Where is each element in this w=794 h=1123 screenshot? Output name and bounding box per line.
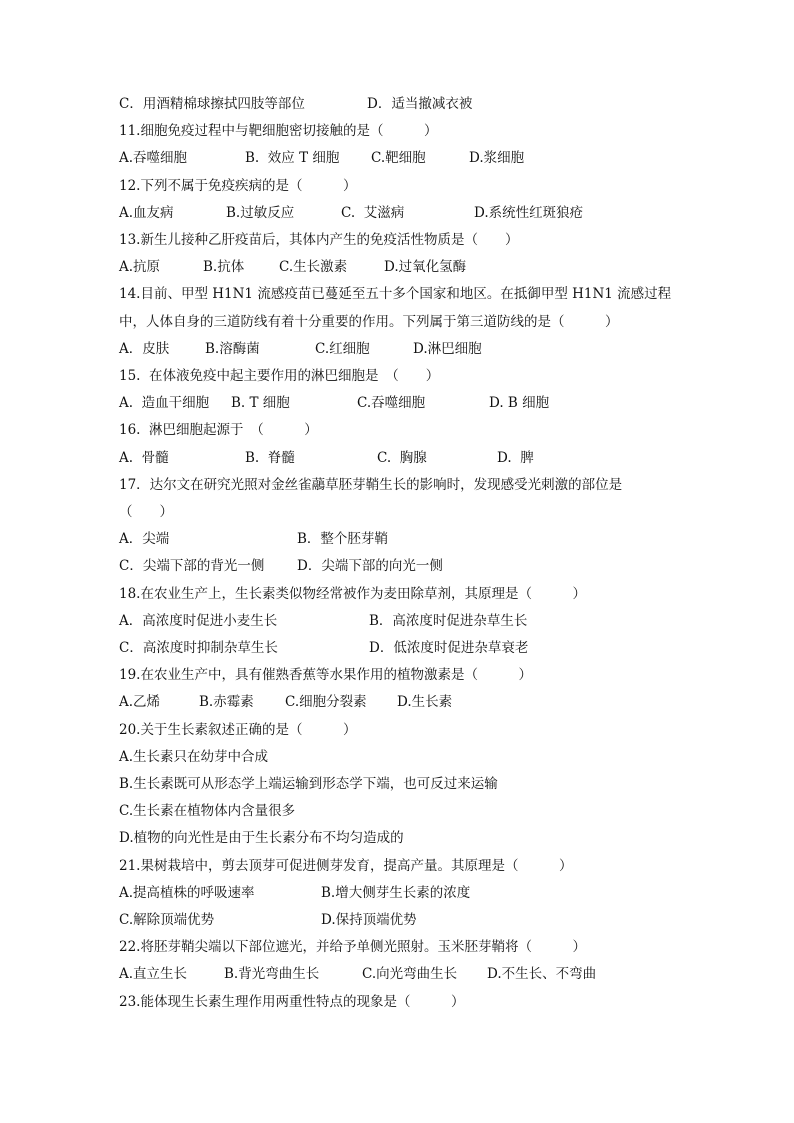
answer-option: B. 效应 T 细胞 [245, 150, 340, 167]
answer-option: C.红细胞 [315, 340, 370, 357]
answer-option: C．用酒精棉球擦拭四肢等部位 [119, 96, 305, 112]
answer-option: A.乙烯 [119, 694, 161, 711]
answer-option: D.过氧化氢酶 [384, 259, 467, 276]
answer-option: C.吞噬细胞 [357, 395, 426, 412]
answer-option: C.向光弯曲生长 [362, 966, 458, 983]
answer-option: C. 胸腺 [377, 449, 427, 466]
answer-option: A.吞噬细胞 [119, 150, 188, 167]
question-text-line: 11.细胞免疫过程中与靶细胞密切接触的是（ ） [119, 123, 438, 140]
answer-option: C.靶细胞 [371, 150, 426, 167]
question-text-line: D.植物的向光性是由于生长素分布不均匀造成的 [119, 830, 404, 847]
question-text-line: 13.新生儿接种乙肝疫苗后，其体内产生的免疫活性物质是（ ） [119, 232, 519, 248]
answer-option: A．皮肤 [119, 340, 170, 357]
answer-option: B.过敏反应 [226, 204, 295, 221]
answer-option: B.背光弯曲生长 [224, 966, 320, 983]
answer-option: D.生长素 [397, 694, 453, 711]
answer-option: C.细胞分裂素 [285, 694, 367, 711]
answer-option: A.直立生长 [119, 966, 188, 983]
answer-option: D．尖端下部的向光一侧 [297, 558, 443, 575]
answer-option: B.溶酶菌 [205, 340, 260, 357]
question-text-line: A.生长素只在幼芽中合成 [119, 748, 269, 765]
answer-option: A.血友病 [119, 204, 174, 221]
answer-option: D.保持顶端优势 [321, 912, 417, 928]
question-text-line: 17．达尔文在研究光照对金丝雀虉草胚芽鞘生长的影响时，发现感受光刺激的部位是 [119, 476, 623, 493]
answer-option: D.淋巴细胞 [413, 340, 482, 357]
question-text-line: 20.关于生长素叙述正确的是（ ） [119, 721, 357, 738]
question-text-line: 21.果树栽培中，剪去顶芽可促进侧芽发育，提高产量。其原理是（ ） [119, 857, 573, 874]
answer-option: A．尖端 [119, 531, 170, 548]
question-text-line: 16. 淋巴细胞起源于 （ ） [119, 422, 318, 439]
question-text-line: 12.下列不属于免疫疾病的是（ ） [119, 177, 357, 194]
answer-option: B.抗体 [203, 259, 245, 276]
answer-option: C．高浓度时抑制杂草生长 [119, 640, 278, 656]
question-text-line: 22.将胚芽鞘尖端以下部位遮光，并给予单侧光照射。玉米胚芽鞘将（ ） [119, 939, 586, 956]
answer-option: B．高浓度时促进杂草生长 [369, 612, 528, 629]
answer-option: A. 骨髓 [119, 449, 169, 466]
answer-option: D. 脾 [497, 449, 534, 466]
question-text-line: 中，人体自身的三道防线有着十分重要的作用。下列属于第三道防线的是（ ） [119, 313, 619, 330]
question-text-line: 18.在农业生产上，生长素类似物经常被作为麦田除草剂，其原理是（ ） [119, 585, 586, 602]
answer-option: C.生长激素 [279, 259, 348, 276]
question-text-line: （ ） [119, 504, 173, 520]
question-text-line: 15. 在体液免疫中起主要作用的淋巴细胞是 （ ） [119, 368, 440, 384]
answer-option: C. 艾滋病 [341, 204, 405, 221]
question-text-line: 19.在农业生产中，具有催熟香蕉等水果作用的植物激素是（ ） [119, 667, 532, 684]
answer-option: C．尖端下部的背光一侧 [119, 558, 265, 575]
answer-option: D.浆细胞 [469, 150, 525, 167]
answer-option: D．适当撤减衣被 [367, 96, 473, 112]
answer-option: B.赤霉素 [199, 694, 254, 711]
question-text-line: B.生长素既可从形态学上端运输到形态学下端，也可反过来运输 [119, 776, 498, 792]
question-text-line: 14.目前、甲型 H1N1 流感疫苗已蔓延至五十多个国家和地区。在抵御甲型 H1N1 流感过程 [119, 286, 672, 303]
answer-option: B．整个胚芽鞘 [297, 531, 388, 548]
answer-option: A. 造血干细胞 [119, 395, 210, 412]
question-text-line: 23.能体现生长素生理作用两重性特点的现象是（ ） [119, 993, 465, 1010]
answer-option: B.增大侧芽生长素的浓度 [321, 884, 471, 901]
answer-option: A.抗原 [119, 259, 161, 276]
answer-option: D．低浓度时促进杂草衰老 [369, 640, 529, 656]
answer-option: D. B 细胞 [489, 395, 550, 412]
question-text-line: C.生长素在植物体内含量很多 [119, 803, 296, 820]
answer-option: A.提高植株的呼吸速率 [119, 884, 255, 901]
answer-option: D.系统性红斑狼疮 [474, 204, 584, 221]
answer-option: C.解除顶端优势 [119, 912, 215, 928]
answer-option: B. T 细胞 [231, 395, 290, 412]
answer-option: B. 脊髓 [245, 449, 295, 466]
answer-option: A．高浓度时促进小麦生长 [119, 612, 278, 629]
answer-option: D.不生长、不弯曲 [487, 966, 597, 983]
